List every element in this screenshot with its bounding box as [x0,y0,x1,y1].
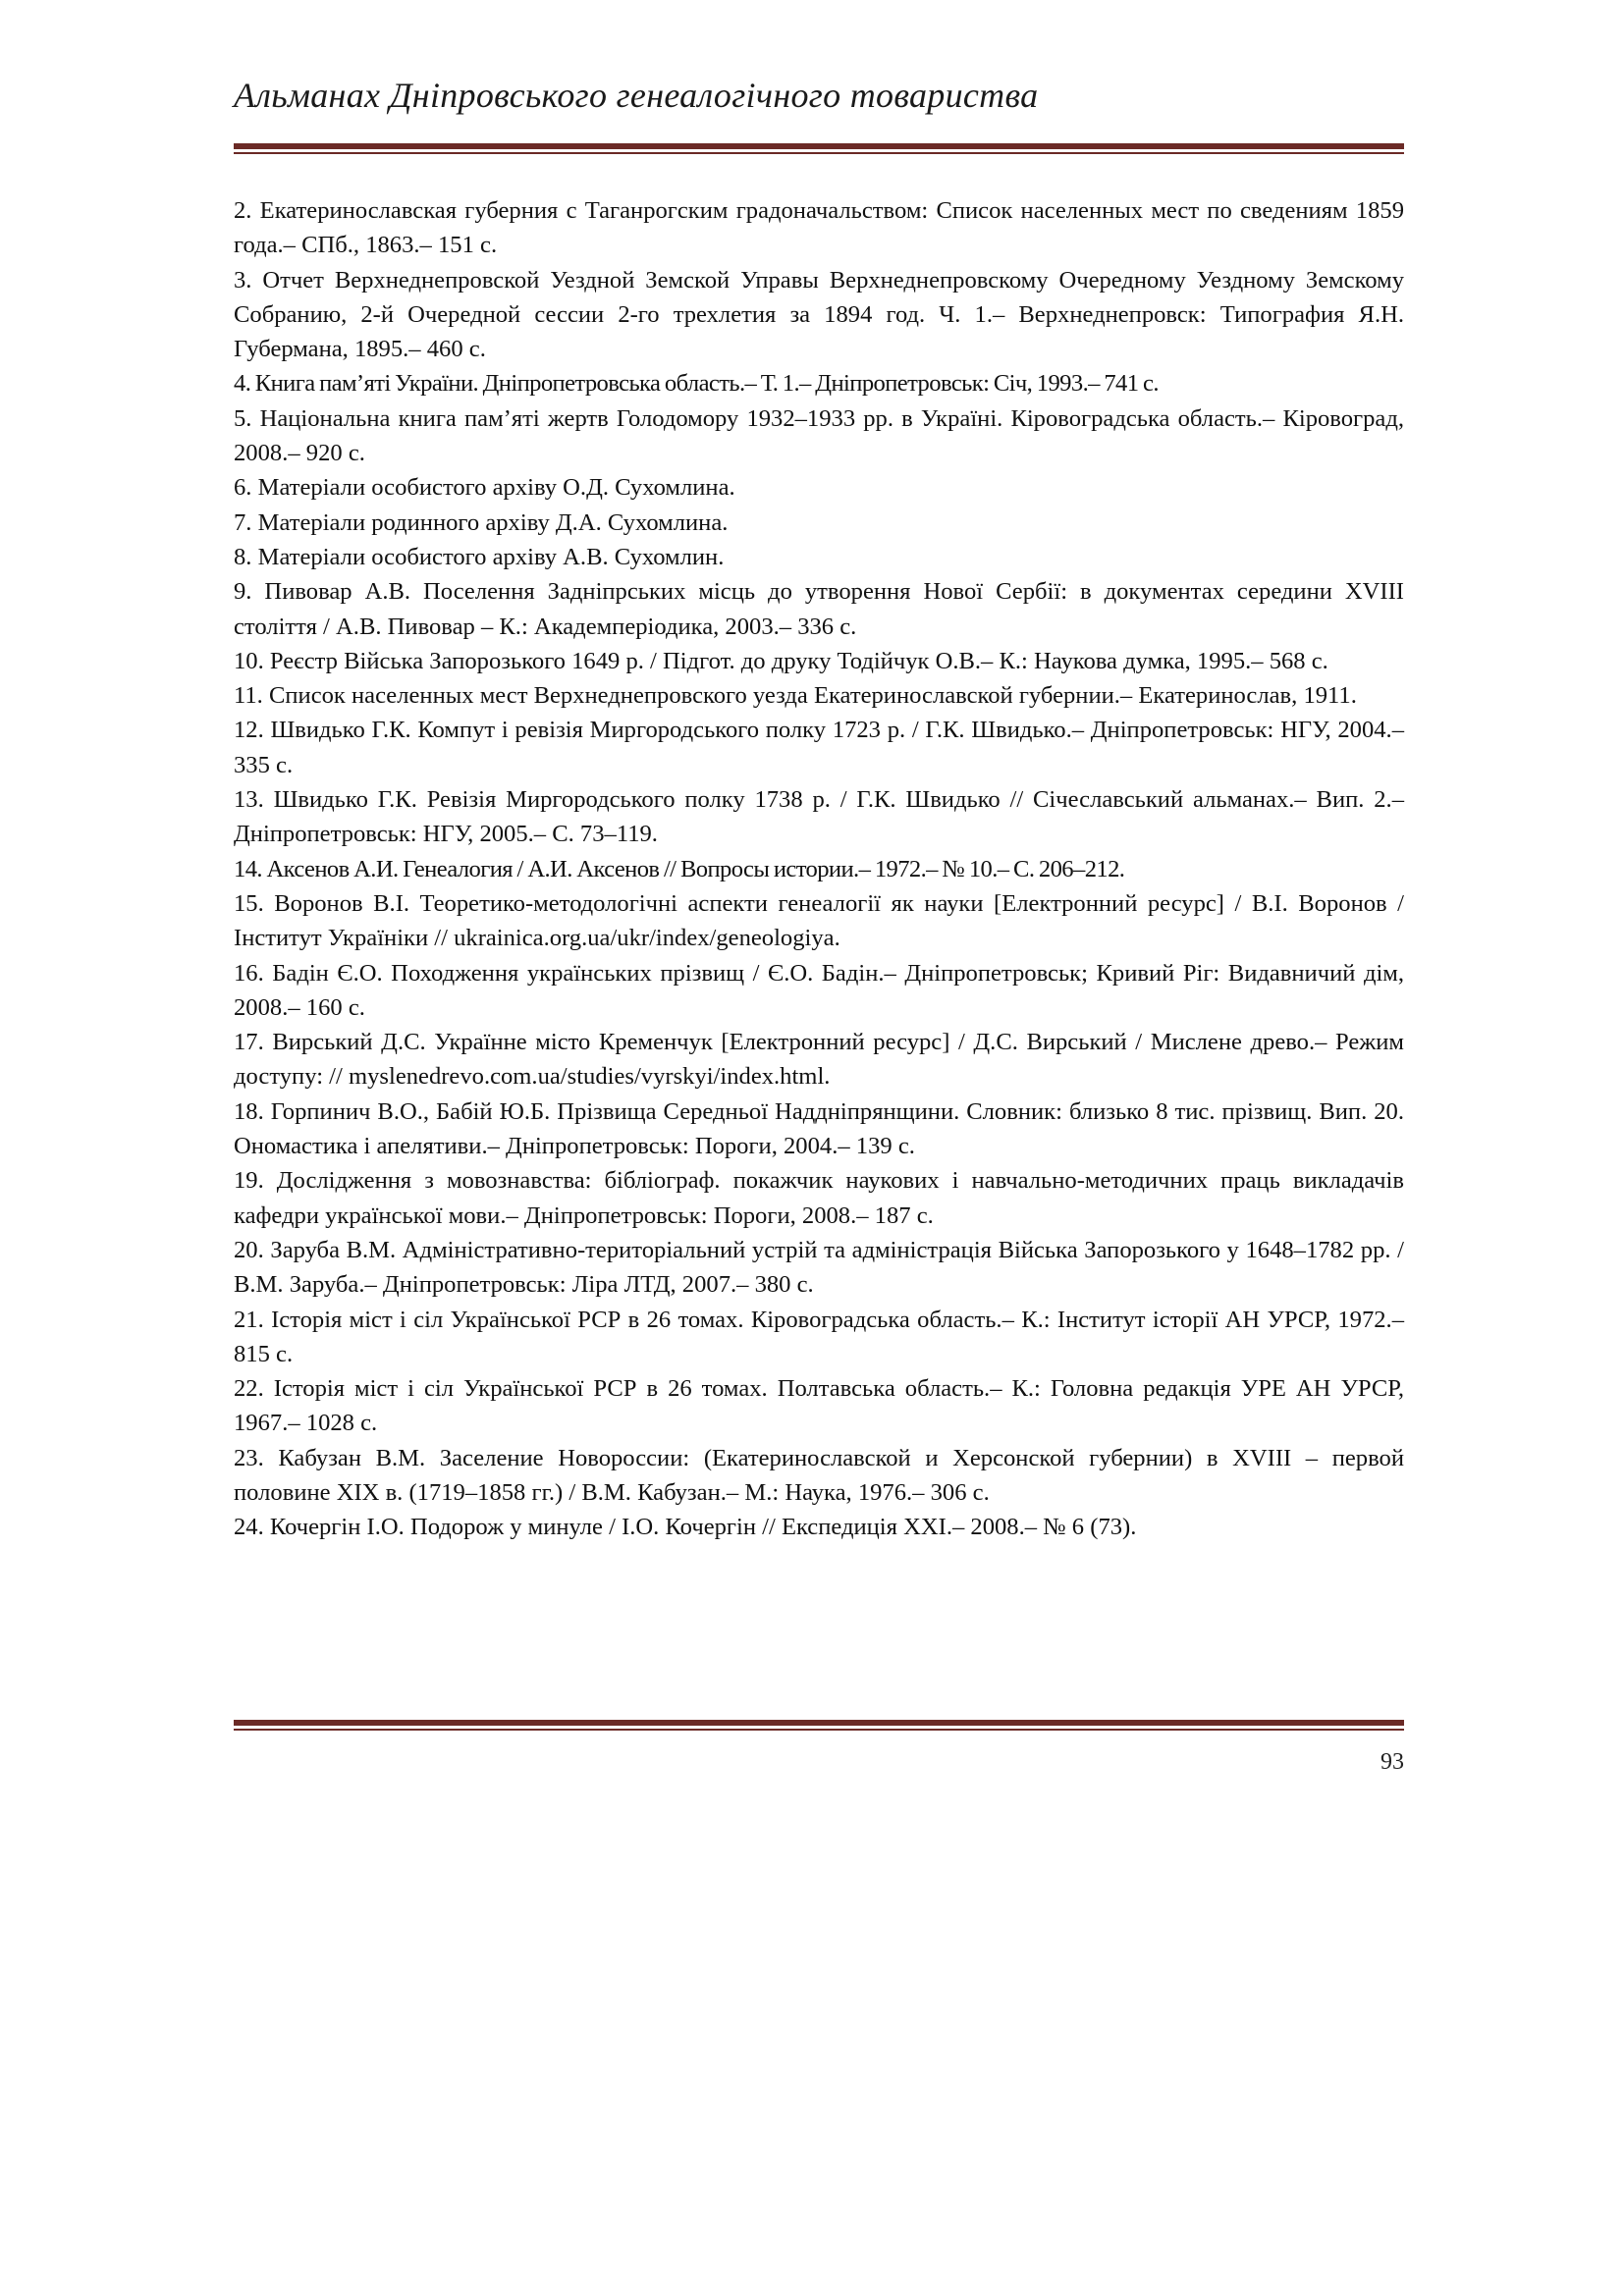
reference-item: 11. Список населенных мест Верхнеднепровского уезда Екатеринославской губернии.– Екатеринослав, 1911. [234,682,1357,710]
footer-rule [234,1720,1404,1731]
reference-item: 5. Національна книга пам’яті жертв Голодомору 1932–1933 рр. в Україні. Кіровоградська область.– Кіровоград, 2008.– 920 с. [234,404,1404,467]
reference-item: 24. Кочергін І.О. Подорож у минуле / І.О. Кочергін // Експедиція XXI.– 2008.– № 6 (73). [234,1514,1137,1541]
reference-item: 8. Матеріали особистого архіву А.В. Сухомлин. [234,543,725,570]
reference-item: 15. Воронов В.І. Теоретико-методологічні аспекти генеалогії як науки [Електронний ресурс] / В.І. Воронов / Інститут Україніки // ukrainica.org.ua/ukr/index/geneologiya. [234,889,1404,952]
reference-item: 3. Отчет Верхнеднепровской Уездной Земской Управы Верхнеднепровскому Очередному Уездному Земскому Собранию, 2-й Очередной сессии 2-го трехлетия за 1894 год. Ч. 1.– Верхнеднепровск: Типография Я.Н. Губермана, 1895.– 460 с. [234,266,1404,363]
reference-item: 6. Матеріали особистого архіву О.Д. Сухомлина. [234,474,735,502]
reference-item: 19. Дослідження з мовознавства: бібліограф. покажчик наукових і навчально-методичних праць викладачів кафедри української мови.– Дніпропетровськ: Пороги, 2008.– 187 с. [234,1167,1404,1229]
reference-list [234,193,1404,1545]
reference-item: 22. Історія міст і сіл Української РСР в 26 томах. Полтавська область.– К.: Головна редакція УРЕ АН УРСР, 1967.– 1028 с. [234,1375,1404,1437]
reference-item: 21. Історія міст і сіл Української РСР в 26 томах. Кіровоградська область.– К.: Інститут історії АН УРСР, 1972.– 815 с. [234,1306,1404,1367]
reference-item: 10. Реєстр Війська Запорозького 1649 р. / Підгот. до друку Тодійчук О.В.– К.: Наукова думка, 1995.– 568 с. [234,647,1328,674]
reference-item: 12. Швидько Г.К. Компут і ревізія Миргородського полку 1723 р. / Г.К. Швидько.– Дніпропетровськ: НГУ, 2004.– 335 с. [234,717,1404,778]
reference-item: 17. Вирський Д.С. Українне місто Кременчук [Електронний ресурс] / Д.С. Вирський / Мислене древо.– Режим доступу: // myslenedrevo.com.ua/studies/vyrskyi/index.html. [234,1029,1404,1091]
reference-item: 13. Швидько Г.К. Ревізія Миргородського полку 1738 р. / Г.К. Швидько // Січеславський альманах.– Вип. 2.– Дніпропетровськ: НГУ, 2005.– С. 73–119. [234,786,1404,848]
reference-item: 4. Книга пам’яті України. Дніпропетровська область.– Т. 1.– Дніпропетровськ: Січ, 1993.– 741 с. [234,370,1159,398]
page-number: 93 [1380,1749,1404,1775]
running-header-title: Альманах Дніпровського генеалогічного товариства [234,76,1039,115]
reference-item: 18. Горпинич В.О., Бабій Ю.Б. Прізвища Середньої Наддніпрянщини. Словник: близько 8 тис. прізвищ. Вип. 20. Ономастика і апелятиви.– Дніпропетровськ: Пороги, 2004.– 139 с. [234,1097,1404,1160]
reference-item: 16. Бадін Є.О. Походження українських прізвищ / Є.О. Бадін.– Дніпропетровськ; Кривий Ріг: Видавничий дім, 2008.– 160 с. [234,959,1404,1021]
header-rule [234,143,1404,154]
reference-item: 7. Матеріали родинного архіву Д.А. Сухомлина. [234,508,729,536]
reference-item: 9. Пивовар А.В. Поселення Задніпрських місць до утворення Нової Сербії: в документах середини XVIII століття / А.В. Пивовар – К.: Академперіодика, 2003.– 336 с. [234,578,1404,640]
reference-item: 14. Аксенов А.И. Генеалогия / А.И. Аксенов // Вопросы истории.– 1972.– № 10.– С. 206–212. [234,855,1125,882]
reference-item: 2. Екатеринославская губерния с Таганрогским градоначальством: Список населенных мест по сведениям 1859 года.– СПб., 1863.– 151 с. [234,197,1404,259]
reference-item: 20. Заруба В.М. Адміністративно-територіальний устрій та адміністрація Війська Запорозького у 1648–1782 рр. / В.М. Заруба.– Дніпропетровськ: Ліра ЛТД, 2007.– 380 с. [234,1236,1404,1299]
reference-item: 23. Кабузан В.М. Заселение Новороссии: (Екатеринославской и Херсонской губернии) в XVIII – первой половине XIX в. (1719–1858 гг.) / В.М. Кабузан.– М.: Наука, 1976.– 306 с. [234,1444,1404,1506]
